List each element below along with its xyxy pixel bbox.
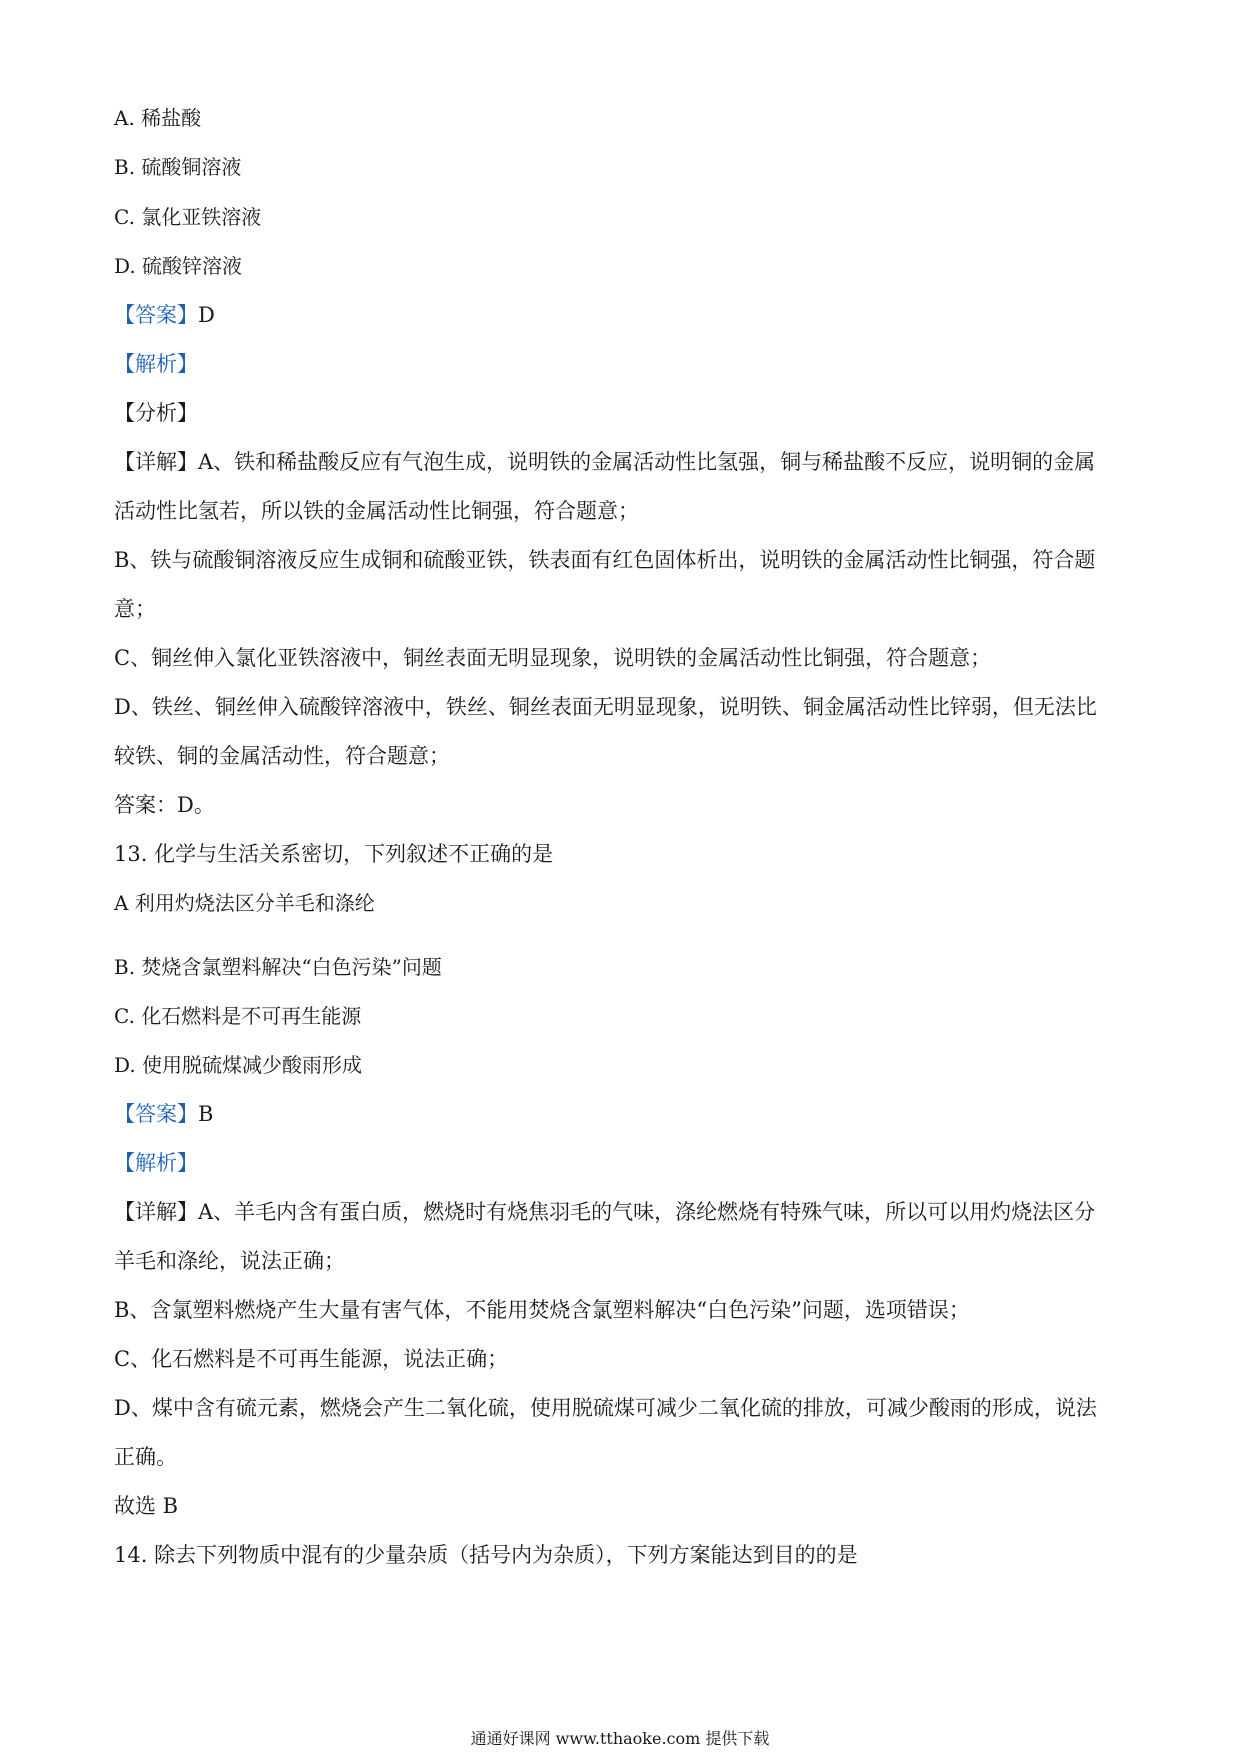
detail-line: D、煤中含有硫元素，燃烧会产生二氧化硫，使用脱硫煤可减少二氧化硫的排放，可减少酸雨的形成，说法 bbox=[114, 1396, 1097, 1420]
conclusion: 故选 B bbox=[114, 1494, 179, 1518]
answer-value: B bbox=[198, 1102, 214, 1126]
answer-line bbox=[114, 1100, 213, 1128]
detail-line bbox=[114, 1198, 1095, 1226]
page-footer: 通通好课网 www.tthaoke.com 提供下载 bbox=[470, 1729, 770, 1748]
conclusion: 答案：D。 bbox=[114, 793, 215, 817]
option-d: D. 硫酸锌溶液 bbox=[114, 254, 243, 278]
jiexi-tag: 【解析】 bbox=[114, 352, 198, 376]
question-stem: 13. 化学与生活关系密切，下列叙述不正确的是 bbox=[114, 842, 554, 866]
option-a: A 利用灼烧法区分羊毛和涤纶 bbox=[114, 891, 375, 915]
question-stem: 14. 除去下列物质中混有的少量杂质（括号内为杂质），下列方案能达到目的的是 bbox=[114, 1543, 858, 1567]
answer-tag: 【答案】 bbox=[114, 303, 198, 327]
jiexi-heading bbox=[114, 1149, 198, 1177]
answer-line bbox=[114, 301, 215, 329]
detail-text: A、羊毛内含有蛋白质，燃烧时有烧焦羽毛的气味，涤纶燃烧有特殊气味，所以可以用灼烧法区分 bbox=[198, 1200, 1096, 1224]
answer-tag: 【答案】 bbox=[114, 1102, 198, 1126]
detail-line: 羊毛和涤纶，说法正确； bbox=[114, 1249, 345, 1273]
option-b: B. 焚烧含氯塑料解决“白色污染”问题 bbox=[114, 955, 442, 979]
jiexi-heading bbox=[114, 350, 198, 378]
detail-line: 较铁、铜的金属活动性，符合题意； bbox=[114, 744, 450, 768]
detail-line: C、铜丝伸入氯化亚铁溶液中，铜丝表面无明显现象，说明铁的金属活动性比铜强，符合题意； bbox=[114, 646, 992, 670]
detail-line: 正确。 bbox=[114, 1445, 177, 1469]
detail-line: D、铁丝、铜丝伸入硫酸锌溶液中，铁丝、铜丝表面无明显现象，说明铁、铜金属活动性比锌弱，但无法比 bbox=[114, 695, 1097, 719]
option-d: D. 使用脱硫煤减少酸雨形成 bbox=[114, 1053, 363, 1077]
answer-value: D bbox=[198, 303, 215, 327]
option-c: C. 氯化亚铁溶液 bbox=[114, 205, 262, 229]
detail-line: 意； bbox=[114, 597, 156, 621]
detail-line: 活动性比氢若，所以铁的金属活动性比铜强，符合题意； bbox=[114, 499, 639, 523]
detail-line bbox=[114, 448, 1095, 476]
jiexi-tag: 【解析】 bbox=[114, 1151, 198, 1175]
option-b: B. 硫酸铜溶液 bbox=[114, 155, 242, 179]
detail-line: B、铁与硫酸铜溶液反应生成铜和硫酸亚铁，铁表面有红色固体析出，说明铁的金属活动性比铜强，符合题 bbox=[114, 548, 1096, 572]
fenxi-heading: 【分析】 bbox=[114, 401, 198, 425]
detail-line: B、含氯塑料燃烧产生大量有害气体，不能用焚烧含氯塑料解决“白色污染”问题，选项错误； bbox=[114, 1298, 970, 1322]
detail-text: A、铁和稀盐酸反应有气泡生成，说明铁的金属活动性比氢强，铜与稀盐酸不反应，说明铜的金属 bbox=[198, 450, 1096, 474]
option-a: A. 稀盐酸 bbox=[114, 106, 202, 130]
detail-tag: 【详解】 bbox=[114, 1200, 198, 1224]
detail-tag: 【详解】 bbox=[114, 450, 198, 474]
detail-line: C、化石燃料是不可再生能源，说法正确； bbox=[114, 1347, 509, 1371]
option-c: C. 化石燃料是不可再生能源 bbox=[114, 1004, 362, 1028]
